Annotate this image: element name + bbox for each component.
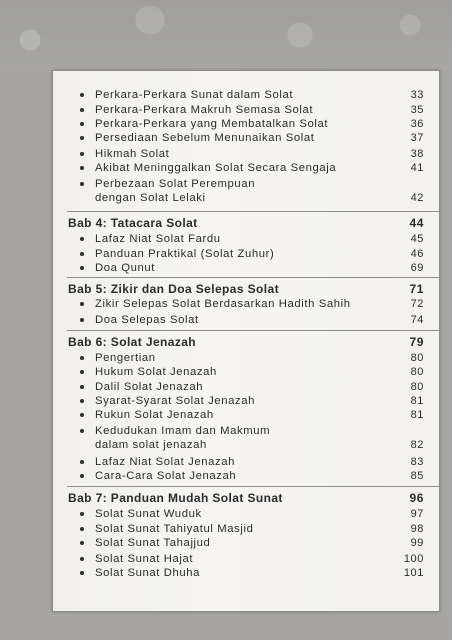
page-number: 85 (410, 470, 424, 482)
entry-title: Zikir Selepas Solat Berdasarkan Hadith Sahih (95, 298, 351, 310)
bullet-icon (80, 541, 84, 545)
page-number: 100 (403, 553, 424, 565)
bullet-icon (80, 136, 84, 140)
page-number: 101 (403, 567, 424, 579)
chapter-divider (67, 211, 439, 212)
bullet-icon (80, 557, 84, 561)
chapter-heading (53, 282, 439, 296)
toc-entry (53, 147, 439, 161)
page-number: 46 (410, 248, 424, 260)
page-number: 35 (410, 104, 424, 116)
bullet-icon (80, 571, 84, 575)
toc-entry (53, 177, 439, 205)
bullet-icon (80, 512, 84, 516)
entry-title: Doa Qunut (95, 262, 156, 274)
page-number: 96 (409, 491, 424, 505)
entry-title: Solat Sunat Tahiyatul Masjid (95, 523, 254, 535)
entry-title: Panduan Praktikal (Solat Zuhur) (95, 248, 275, 260)
entry-title-continued: dalam solat jenazah (95, 439, 207, 451)
page-number: 44 (409, 216, 424, 230)
page-number: 82 (410, 439, 424, 451)
entry-title: Dalil Solat Jenazah (95, 381, 204, 393)
page-number: 80 (410, 381, 424, 393)
bullet-icon (80, 370, 84, 374)
page-number: 33 (410, 89, 424, 101)
page-number: 69 (410, 262, 424, 274)
bullet-icon (80, 356, 84, 360)
page-number: 81 (410, 395, 424, 407)
bullet-icon (80, 152, 84, 156)
page-number: 45 (410, 233, 424, 245)
page-number: 71 (409, 282, 424, 296)
toc-entry (53, 552, 439, 566)
entry-title: Rukun Solat Jenazah (95, 409, 214, 421)
entry-title: Perbezaan Solat Perempuan (95, 178, 256, 190)
chapter-title: Bab 5: Zikir dan Doa Selepas Solat (68, 282, 279, 296)
bullet-icon (80, 108, 84, 112)
entry-title: Syarat-Syarat Solat Jenazah (95, 395, 255, 407)
entry-title: Kedudukan Imam dan Makmum (95, 425, 271, 437)
entry-title: Akibat Meninggalkan Solat Secara Sengaja (95, 162, 337, 174)
bullet-icon (80, 318, 84, 322)
bullet-icon (80, 122, 84, 126)
toc-entry (53, 103, 439, 117)
toc-entry (53, 313, 439, 327)
page-number: 41 (410, 162, 424, 174)
toc-entry (53, 408, 439, 422)
bullet-icon (80, 429, 84, 433)
toc-entry (53, 365, 439, 379)
entry-title: Solat Sunat Dhuha (95, 567, 201, 579)
page-number: 97 (410, 508, 424, 520)
toc-entry (53, 522, 439, 536)
chapter-divider (67, 486, 439, 487)
table-of-contents-page (52, 70, 440, 612)
toc-entry (53, 247, 439, 261)
toc-entry (53, 88, 439, 102)
entry-title: Perkara-Perkara yang Membatalkan Solat (95, 118, 329, 130)
bullet-icon (80, 474, 84, 478)
toc-entry (53, 117, 439, 131)
chapter-heading (53, 491, 439, 505)
page-number: 81 (410, 409, 424, 421)
entry-title: Hukum Solat Jenazah (95, 366, 217, 378)
toc-entry (53, 536, 439, 550)
entry-title-continued: dengan Solat Lelaki (95, 192, 206, 204)
page-number: 42 (410, 192, 424, 204)
chapter-heading (53, 216, 439, 230)
bullet-icon (80, 252, 84, 256)
toc-entry (53, 566, 439, 580)
page-number: 99 (410, 537, 424, 549)
chapter-heading (53, 335, 439, 349)
page-number: 80 (410, 352, 424, 364)
entry-title: Lafaz Niat Solat Fardu (95, 233, 221, 245)
bullet-icon (80, 237, 84, 241)
page-number: 37 (410, 132, 424, 144)
entry-title: Pengertian (95, 352, 156, 364)
toc-entry (53, 394, 439, 408)
page-number: 36 (410, 118, 424, 130)
page-number: 72 (410, 298, 424, 310)
entry-title: Perkara-Perkara Makruh Semasa Solat (95, 104, 314, 116)
bullet-icon (80, 302, 84, 306)
toc-entry (53, 131, 439, 145)
toc-entry (53, 297, 439, 311)
entry-title: Doa Selepas Solat (95, 314, 199, 326)
bullet-icon (80, 413, 84, 417)
entry-title: Perkara-Perkara Sunat dalam Solat (95, 89, 294, 101)
chapter-divider (67, 330, 439, 331)
chapter-divider (67, 277, 439, 278)
page-number: 74 (410, 314, 424, 326)
chapter-title: Bab 6: Solat Jenazah (68, 335, 197, 349)
bullet-icon (80, 93, 84, 97)
toc-entry (53, 261, 439, 275)
bullet-icon (80, 182, 84, 186)
bullet-icon (80, 166, 84, 170)
background-pattern (0, 0, 452, 70)
bullet-icon (80, 385, 84, 389)
toc-entry (53, 351, 439, 365)
entry-title: Lafaz Niat Solat Jenazah (95, 456, 236, 468)
toc-entry (53, 469, 439, 483)
page-number: 83 (410, 456, 424, 468)
toc-entry (53, 424, 439, 452)
page-number: 80 (410, 366, 424, 378)
toc-entry (53, 380, 439, 394)
chapter-title: Bab 4: Tatacara Solat (68, 216, 198, 230)
page-number: 79 (409, 335, 424, 349)
bullet-icon (80, 399, 84, 403)
entry-title: Solat Sunat Tahajjud (95, 537, 211, 549)
page-number: 98 (410, 523, 424, 535)
toc-entry (53, 455, 439, 469)
entry-title: Hikmah Solat (95, 148, 170, 160)
bullet-icon (80, 266, 84, 270)
chapter-title: Bab 7: Panduan Mudah Solat Sunat (68, 491, 283, 505)
entry-title: Persediaan Sebelum Menunaikan Solat (95, 132, 315, 144)
toc-entry (53, 232, 439, 246)
entry-title: Solat Sunat Hajat (95, 553, 194, 565)
toc-entry (53, 507, 439, 521)
bullet-icon (80, 527, 84, 531)
toc-entry (53, 161, 439, 175)
entry-title: Cara-Cara Solat Jenazah (95, 470, 237, 482)
bullet-icon (80, 460, 84, 464)
entry-title: Solat Sunat Wuduk (95, 508, 202, 520)
page-number: 38 (410, 148, 424, 160)
